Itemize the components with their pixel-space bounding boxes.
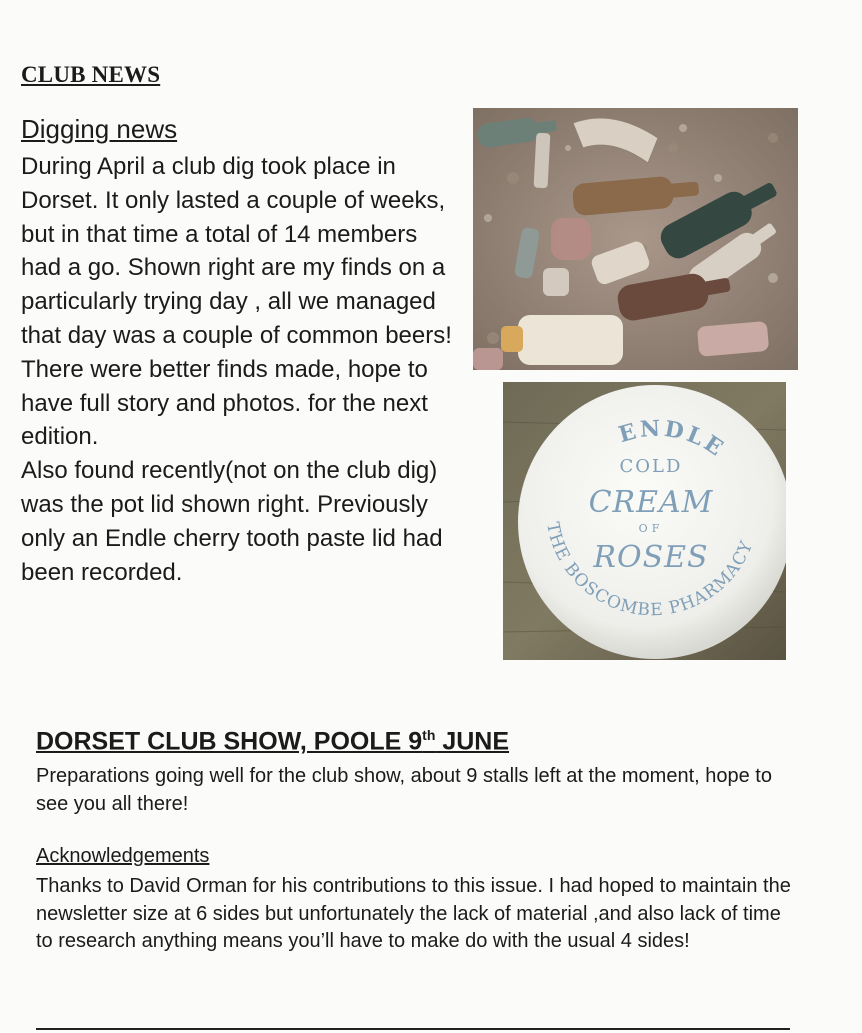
pot-lid-top-text: ENDLE (615, 415, 730, 463)
club-show-text: Preparations going well for the club show, about 9 stalls left at the moment, hope to see you all there! (36, 765, 772, 815)
club-show-heading-month: JUNE (435, 727, 510, 756)
pot-lid-photo (503, 382, 786, 660)
digging-news-article (21, 150, 461, 589)
pot-lid-bottom-text: THE BOSCOMBE PHARMACY (542, 520, 758, 621)
club-show-heading-ordinal: th (422, 727, 436, 743)
digging-news-paragraph-1: During April a club dig took place in Dorset. It only lasted a couple of weeks, but in that time a total of 14 members had a go. Shown right are my finds on a particularly trying day , all we managed that day was a couple of common beers! There were better finds made, hope to have full story and photos. for the next edition. (21, 153, 452, 451)
acknowledgements-text: Thanks to David Orman for his contributions to this issue. I had hoped to maintain the newsletter size at 6 sides but unfortunately the lack of material ,and also lack of time to research anything means you’ll have to make do with the usual 4 sides! (36, 875, 791, 952)
pot-lid-roses: ROSES (593, 540, 709, 575)
digging-news-paragraph-2: Also found recently(not on the club dig) was the pot lid shown right. Previously only an Endle cherry tooth paste lid had been recorded. (21, 457, 443, 586)
club-show-heading-main: DORSET CLUB SHOW, POOLE 9 (36, 727, 423, 756)
bottle-finds-photo (473, 108, 798, 370)
pot-lid-cream: CREAM (588, 485, 714, 520)
digging-news-heading: Digging news (21, 114, 178, 144)
pot-lid-cold: COLD (619, 456, 683, 477)
section-title: CLUB NEWS (21, 62, 161, 87)
acknowledgements-heading: Acknowledgements (36, 845, 210, 867)
bottom-divider (36, 1028, 790, 1030)
pot-lid-illustration (503, 382, 786, 660)
pot-lid-of: OF (638, 522, 664, 535)
club-show-heading (36, 727, 509, 756)
bottle-finds-illustration (473, 108, 798, 370)
